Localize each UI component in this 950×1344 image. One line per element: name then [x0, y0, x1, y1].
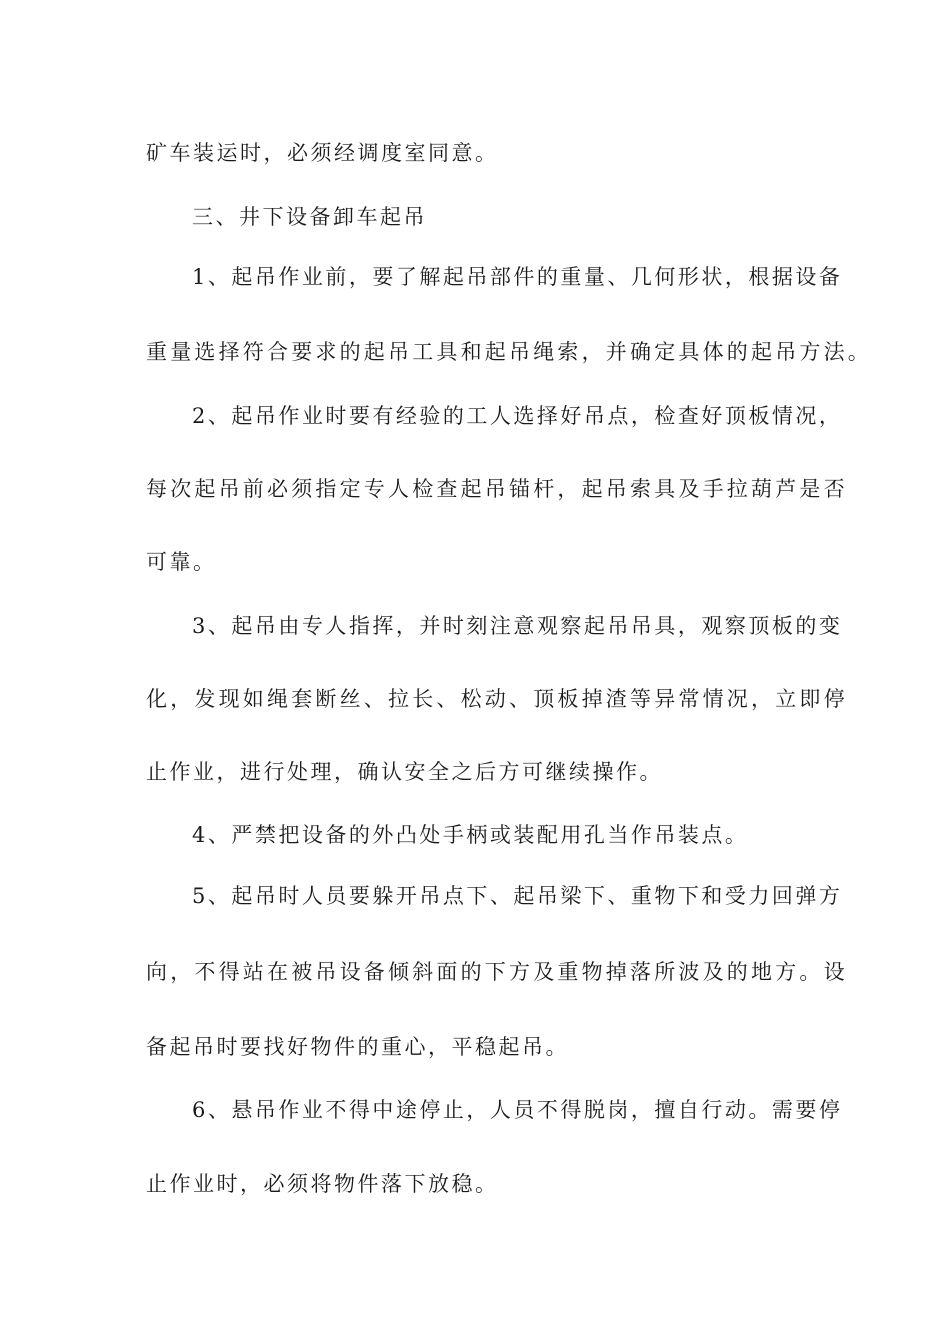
text-line: 1、起吊作业前，要了解起吊部件的重量、几何形状，根据设备 — [192, 265, 843, 289]
text-line: 止作业，进行处理，确认安全之后方可继续操作。 — [146, 760, 663, 784]
text-line: 止作业时，必须将物件落下放稳。 — [146, 1172, 499, 1196]
text-line: 每次起吊前必须指定专人检查起吊锚杆，起吊索具及手拉葫芦是否 — [146, 477, 848, 501]
text-line: 化，发现如绳套断丝、拉长、松动、顶板掉渣等异常情况，立即停 — [146, 687, 848, 711]
text-line: 备起吊时要找好物件的重心，平稳起吊。 — [146, 1035, 569, 1059]
text-line: 3、起吊由专人指挥，并时刻注意观察起吊吊具，观察顶板的变 — [192, 614, 843, 638]
text-line: 2、起吊作业时要有经验的工人选择好吊点，检查好顶板情况， — [192, 404, 843, 428]
text-line: 4、严禁把设备的外凸处手柄或装配用孔当作吊装点。 — [192, 823, 749, 847]
text-line: 可靠。 — [146, 550, 217, 574]
text-line: 向，不得站在被吊设备倾斜面的下方及重物掉落所波及的地方。设 — [146, 960, 848, 984]
text-line: 矿车装运时，必须经调度室同意。 — [146, 141, 499, 165]
text-line: 5、起吊时人员要躲开吊点下、起吊梁下、重物下和受力回弹方 — [192, 884, 843, 908]
text-line: 6、悬吊作业不得中途停止，人员不得脱岗，擅自行动。需要停 — [192, 1098, 843, 1122]
text-line: 重量选择符合要求的起吊工具和起吊绳索，并确定具体的起吊方法。 — [146, 340, 872, 364]
section-heading: 三、井下设备卸车起吊 — [192, 205, 427, 229]
